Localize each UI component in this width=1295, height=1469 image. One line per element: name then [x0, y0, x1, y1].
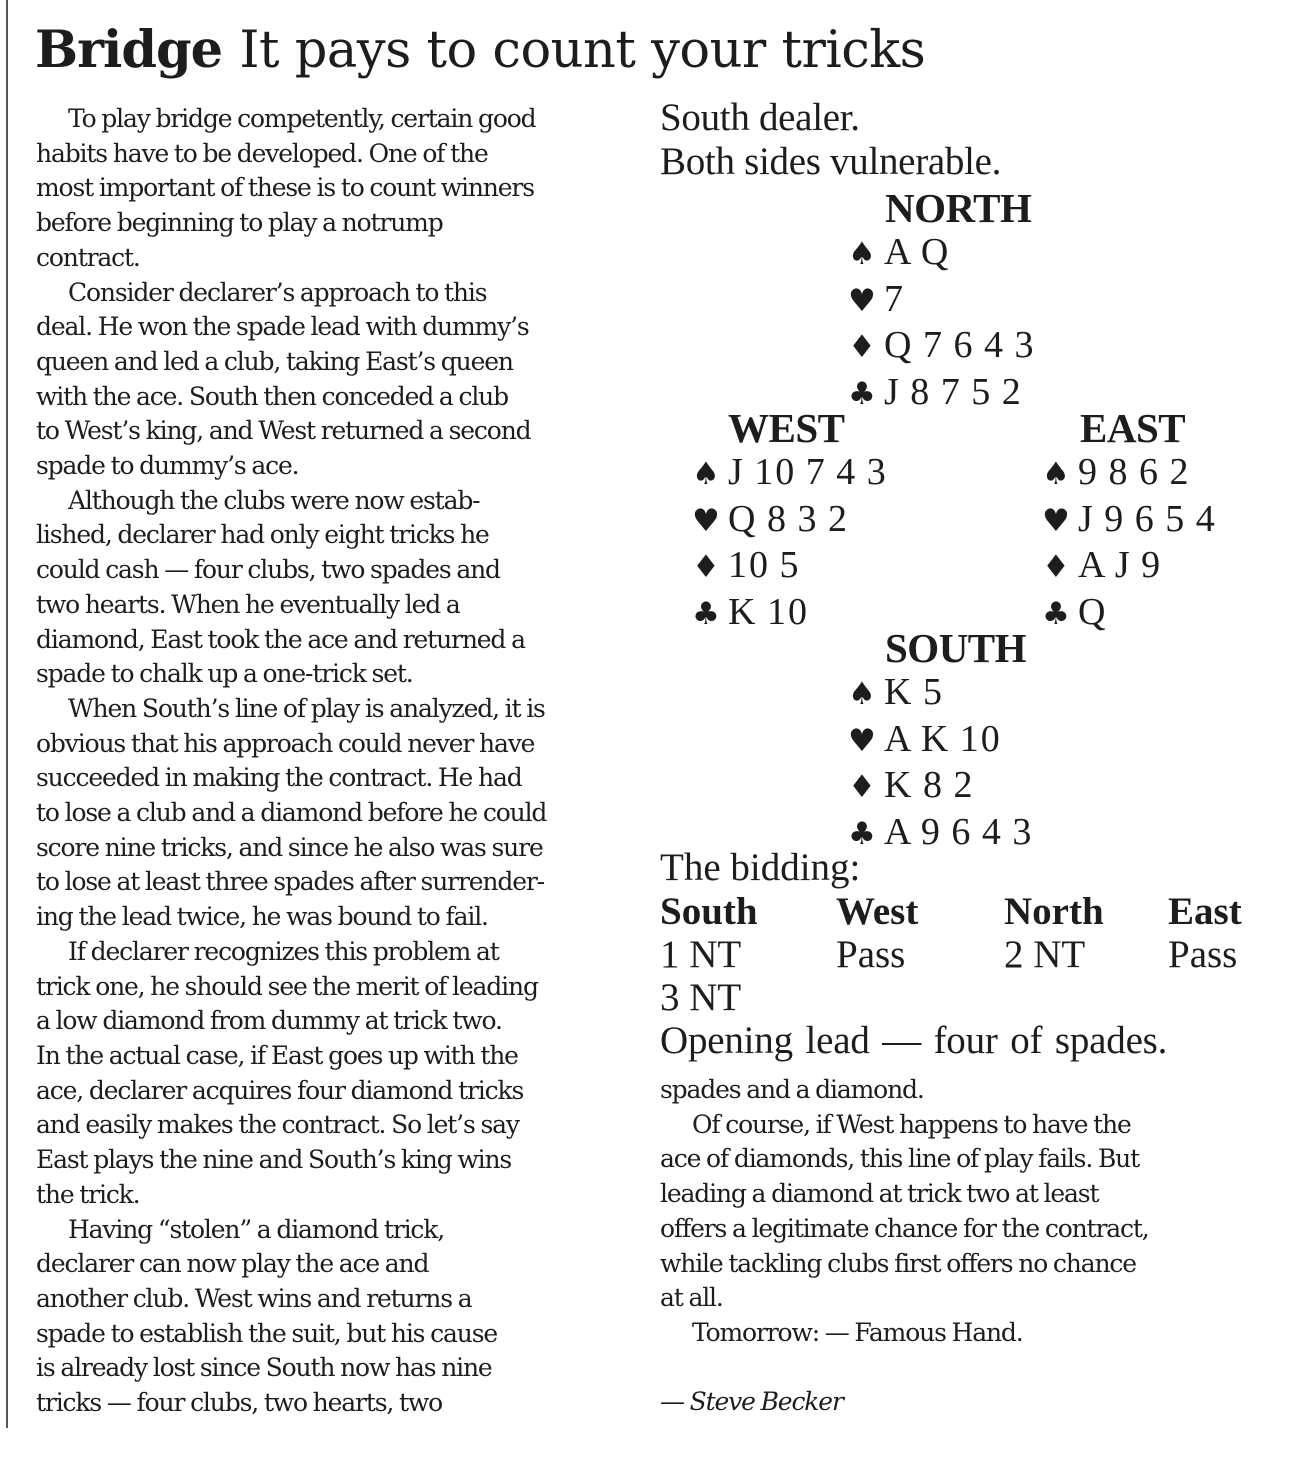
- bidding-table: [660, 890, 1278, 1019]
- bidding-header-east: East: [1168, 890, 1242, 933]
- article-line: queen and led a club, taking East’s queen: [36, 346, 513, 376]
- bidding-section: [660, 846, 1280, 1063]
- hand-south: [848, 626, 1033, 856]
- cards-clubs: A 9 6 4 3: [884, 810, 1034, 853]
- club-suit-icon: ♣: [848, 815, 876, 852]
- article-line: Although the clubs were now estab-: [68, 485, 480, 515]
- article-line: spades and a diamond.: [660, 1075, 924, 1104]
- spade-suit-icon: ♠: [1042, 456, 1070, 492]
- cards-diamonds: K 8 2: [884, 764, 975, 806]
- heart-suit-icon: ♥: [692, 502, 720, 539]
- diamond-suit-icon: ♦: [848, 329, 876, 365]
- dealer-text: South dealer.: [660, 96, 860, 139]
- headline-title: It pays to count your tricks: [239, 21, 926, 80]
- article-line: spade to dummy’s ace.: [36, 451, 299, 481]
- bid-cell: 3 NT: [660, 976, 742, 1019]
- article-line: leading a diamond at trick two at least: [660, 1179, 1099, 1209]
- bidding-title: The bidding:: [660, 846, 861, 889]
- article-line: with the ace. South then conceded a club: [36, 381, 508, 411]
- hand-name-east: EAST: [1080, 405, 1186, 451]
- bid-cell: [836, 976, 1004, 1019]
- article-line: East plays the nine and South’s king wins: [36, 1145, 512, 1175]
- byline: — Steve Becker: [660, 1387, 843, 1417]
- hand-name-south: SOUTH: [885, 625, 1027, 671]
- bid-cell: Pass: [836, 933, 906, 976]
- cards-spades: 9 8 6 2: [1078, 451, 1191, 493]
- article-line: offers a legitimate chance for the contract,: [660, 1213, 1149, 1243]
- bid-cell: [1168, 976, 1278, 1019]
- suit-row-hearts: [692, 497, 888, 544]
- article-line: is already lost since South now has nine: [36, 1353, 492, 1383]
- suit-row-diamonds: [1042, 543, 1217, 590]
- article-line: ace, declarer acquires four diamond tricks: [36, 1075, 524, 1105]
- suit-row-clubs: [1042, 590, 1217, 637]
- article-line: spade to establish the suit, but his cause: [36, 1318, 498, 1348]
- diamond-suit-icon: ♦: [692, 549, 720, 585]
- article-line: trick one, he should see the merit of leading: [36, 971, 538, 1001]
- bidding-header-west: West: [836, 890, 919, 933]
- cards-spades: K 5: [884, 671, 944, 713]
- headline-kicker: Bridge: [35, 20, 223, 80]
- article-line: another club. West wins and returns a: [36, 1283, 472, 1313]
- article-column-left: [36, 102, 636, 1421]
- suit-row-spades: [848, 230, 1035, 277]
- spade-suit-icon: ♠: [848, 236, 876, 272]
- vulnerability-text: Both sides vulnerable.: [660, 140, 1002, 183]
- article-line: deal. He won the spade lead with dummy’s: [36, 312, 529, 342]
- article-line: Of course, if West happens to have the: [692, 1109, 1131, 1139]
- article-line: to lose a club and a diamond before he could: [36, 798, 547, 828]
- article-column-right: [660, 1073, 1260, 1420]
- article-line: a low diamond from dummy at trick two.: [36, 1006, 502, 1036]
- article-line: If declarer recognizes this problem at: [68, 936, 499, 966]
- article-line: before beginning to play a notrump: [36, 208, 443, 238]
- hand-north: [848, 186, 1035, 416]
- article-line: tricks — four clubs, two hearts, two: [36, 1388, 443, 1418]
- article-line: two hearts. When he eventually led a: [36, 589, 460, 619]
- article-line: the trick.: [36, 1179, 140, 1209]
- bidding-row: [660, 976, 1278, 1019]
- diamond-suit-icon: ♦: [1042, 549, 1070, 585]
- cards-clubs: Q: [1078, 590, 1108, 633]
- article-line: score nine tricks, and since he also was sure: [36, 832, 543, 862]
- spade-suit-icon: ♠: [848, 676, 876, 712]
- suit-row-hearts: [1042, 497, 1217, 544]
- column-rule: [6, 0, 8, 1428]
- article-right-body: [660, 1073, 1260, 1351]
- cards-hearts: 7: [884, 277, 905, 320]
- bridge-deal-diagram: [660, 96, 1280, 1071]
- article-line: habits have to be developed. One of the: [36, 138, 488, 168]
- cards-hearts: J 9 6 5 4: [1078, 497, 1217, 540]
- article-line: contract.: [36, 242, 140, 272]
- diamond-suit-icon: ♦: [848, 769, 876, 805]
- heart-suit-icon: ♥: [848, 282, 876, 319]
- article-line: could cash — four clubs, two spades and: [36, 555, 500, 585]
- article-line: In the actual case, if East goes up with the: [36, 1040, 518, 1070]
- article-line: most important of these is to count winners: [36, 173, 534, 203]
- article-line: to lose at least three spades after surrender-: [36, 867, 544, 897]
- cards-clubs: K 10: [728, 590, 809, 633]
- cards-clubs: J 8 7 5 2: [884, 370, 1023, 413]
- article-line: and easily makes the contract. So let’s say: [36, 1110, 519, 1140]
- bidding-row: [660, 933, 1278, 976]
- article-line: at all.: [660, 1283, 723, 1313]
- bidding-header-south: South: [660, 890, 758, 933]
- cards-hearts: A K 10: [884, 717, 1002, 760]
- suit-row-hearts: [848, 277, 1035, 324]
- bid-cell: 2 NT: [1004, 933, 1086, 976]
- hand-west: [692, 406, 888, 636]
- article-line: diamond, East took the ace and returned a: [36, 624, 525, 654]
- article-line: Consider declarer’s approach to this: [68, 277, 487, 307]
- cards-diamonds: 10 5: [728, 544, 801, 586]
- article-line: succeeded in making the contract. He had: [36, 763, 522, 793]
- article-line: ing the lead twice, he was bound to fail.: [36, 902, 488, 932]
- cards-hearts: Q 8 3 2: [728, 497, 849, 540]
- suit-row-spades: [848, 670, 1033, 717]
- suit-row-diamonds: [848, 763, 1033, 810]
- article-line: To play bridge competently, certain good: [68, 104, 536, 133]
- headline: [35, 18, 925, 83]
- article-line: to West’s king, and West returned a second: [36, 416, 531, 446]
- suit-row-hearts: [848, 717, 1033, 764]
- article-line: spade to chalk up a one-trick set.: [36, 659, 413, 689]
- suit-row-diamonds: [848, 323, 1035, 370]
- suit-row-spades: [692, 450, 888, 497]
- article-line: ace of diamonds, this line of play fails. But: [660, 1144, 1140, 1174]
- article-line: obvious that his approach could never have: [36, 728, 535, 758]
- hand-east: [1042, 406, 1217, 636]
- article-line: lished, declarer had only eight tricks he: [36, 520, 489, 550]
- suit-row-spades: [1042, 450, 1217, 497]
- cards-diamonds: A J 9: [1078, 544, 1163, 586]
- bidding-header-row: [660, 890, 1278, 933]
- club-suit-icon: ♣: [848, 375, 876, 412]
- heart-suit-icon: ♥: [1042, 502, 1070, 539]
- bid-cell: Pass: [1168, 933, 1238, 976]
- hand-name-north: NORTH: [885, 185, 1032, 231]
- cards-diamonds: Q 7 6 4 3: [884, 324, 1036, 366]
- cards-spades: A Q: [884, 231, 951, 273]
- article-line: Having “stolen” a diamond trick,: [68, 1214, 445, 1244]
- article-line: Tomorrow: — Famous Hand.: [692, 1317, 1023, 1347]
- club-suit-icon: ♣: [1042, 595, 1070, 632]
- opening-lead: Opening lead — four of spades.: [660, 1019, 1168, 1062]
- cards-spades: J 10 7 4 3: [728, 451, 888, 493]
- suit-row-diamonds: [692, 543, 888, 590]
- bidding-header-north: North: [1004, 890, 1104, 933]
- article-line: declarer can now play the ace and: [36, 1249, 429, 1279]
- hand-name-west: WEST: [728, 405, 845, 451]
- club-suit-icon: ♣: [692, 595, 720, 632]
- article-line: while tackling clubs first offers no chance: [660, 1248, 1136, 1278]
- bid-cell: 1 NT: [660, 933, 742, 976]
- spade-suit-icon: ♠: [692, 456, 720, 492]
- heart-suit-icon: ♥: [848, 722, 876, 759]
- article-line: When South’s line of play is analyzed, it is: [68, 693, 545, 723]
- deal-info: [660, 96, 1001, 184]
- bid-cell: [1004, 976, 1168, 1019]
